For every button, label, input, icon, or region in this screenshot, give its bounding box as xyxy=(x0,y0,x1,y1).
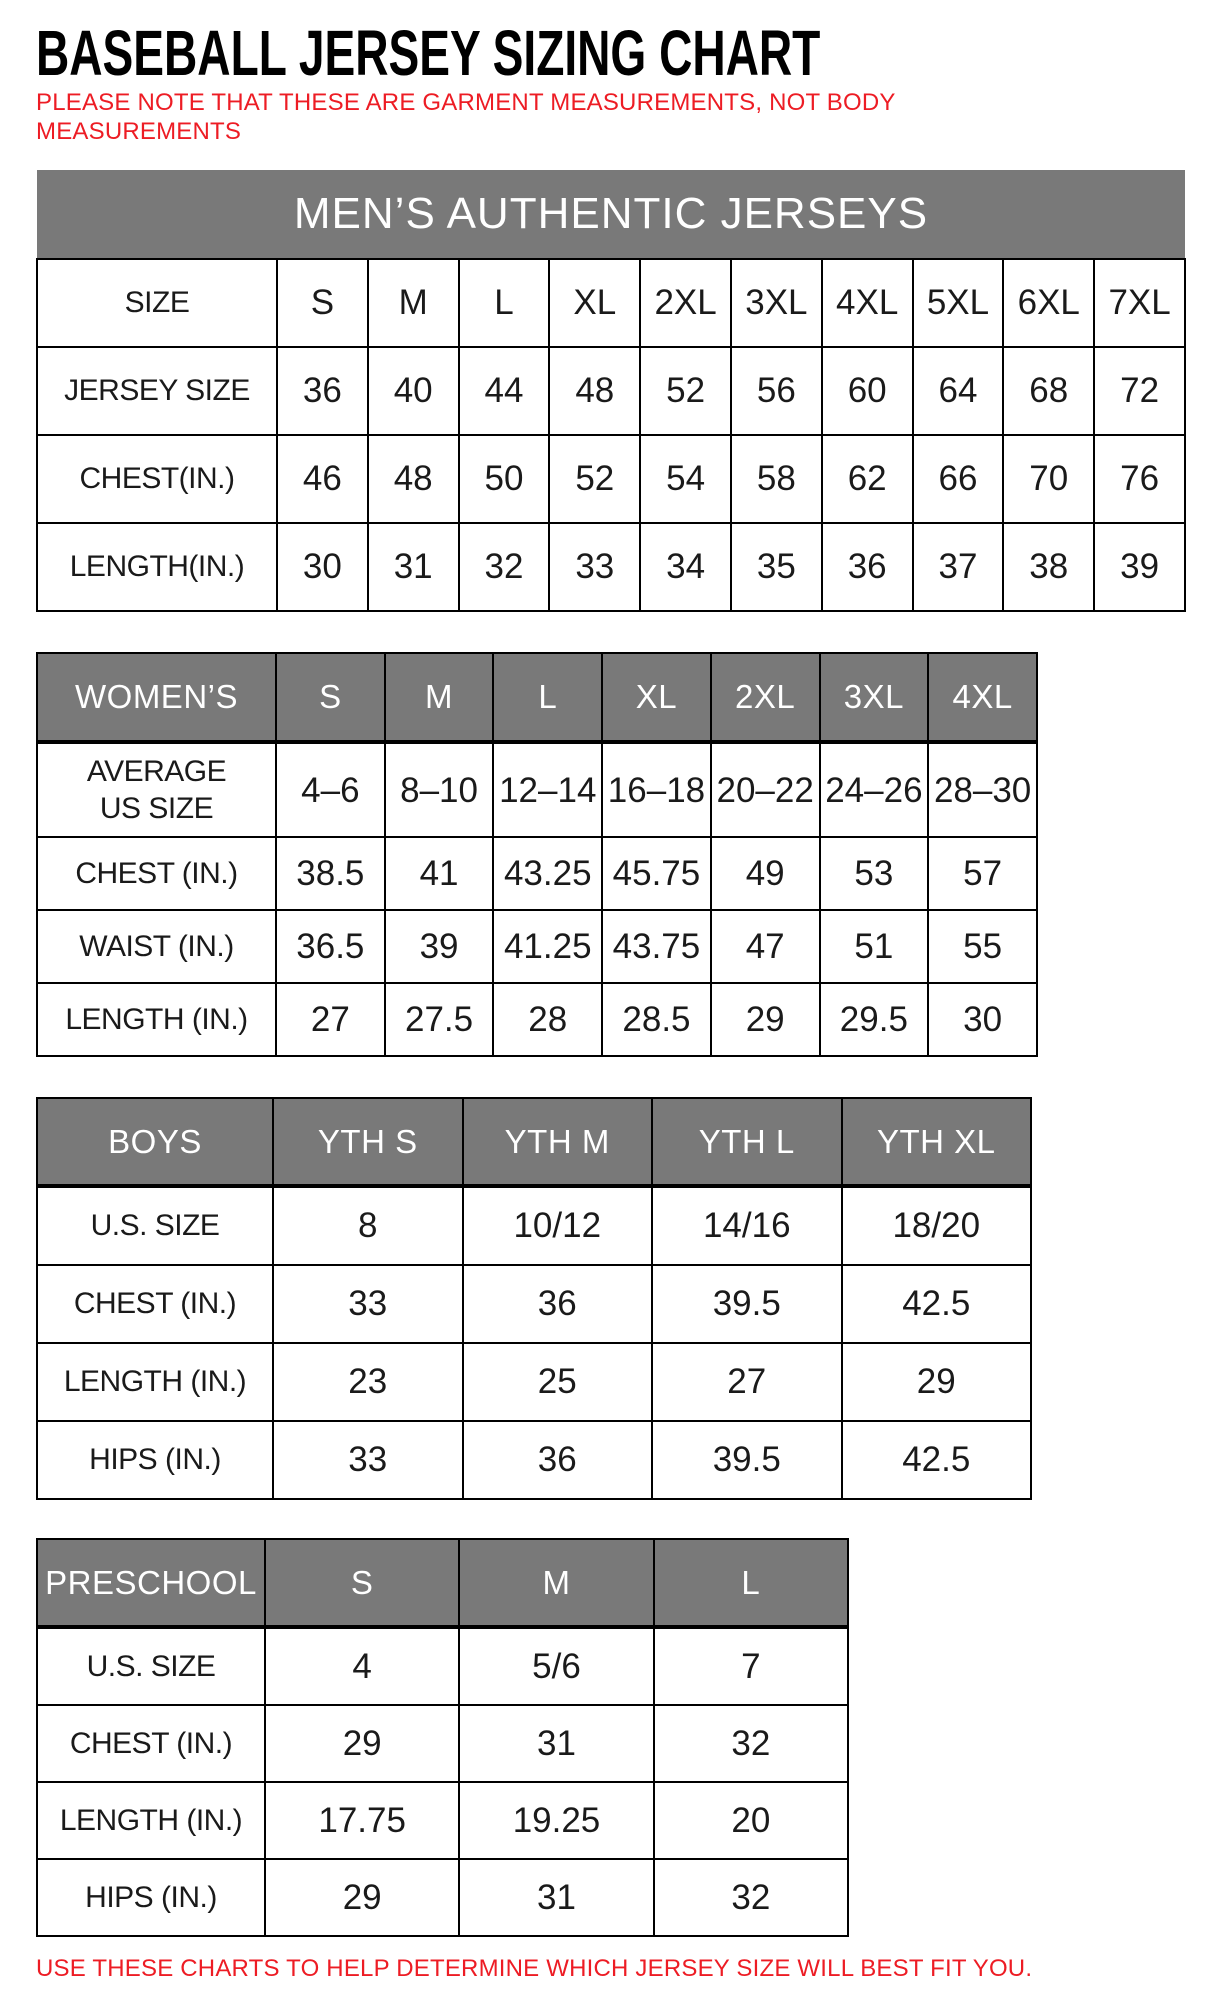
value-cell: 7XL xyxy=(1094,259,1185,347)
value-cell: 51 xyxy=(820,910,929,983)
value-cell: 39.5 xyxy=(652,1421,842,1499)
value-cell: 5XL xyxy=(913,259,1004,347)
value-cell: 28 xyxy=(493,983,602,1056)
mens-row-jersey-size xyxy=(37,347,1185,435)
value-cell: 4–6 xyxy=(276,742,385,837)
value-cell: 48 xyxy=(549,347,640,435)
boys-table xyxy=(36,1097,1032,1500)
value-cell: 36 xyxy=(463,1421,653,1499)
mens-row-length-in xyxy=(37,523,1185,611)
value-cell: 20 xyxy=(654,1782,848,1859)
womens-header-label: WOMEN’S xyxy=(37,653,276,742)
row-label: CHEST (IN.) xyxy=(37,1265,273,1343)
value-cell: 52 xyxy=(640,347,731,435)
value-cell: 45.75 xyxy=(602,837,711,910)
value-cell: 30 xyxy=(928,983,1037,1056)
value-cell: 18/20 xyxy=(842,1186,1032,1265)
value-cell: 29 xyxy=(842,1343,1032,1421)
mens-banner-row xyxy=(37,170,1185,259)
value-cell: 76 xyxy=(1094,435,1185,523)
row-label: LENGTH (IN.) xyxy=(37,1343,273,1421)
page-title: BASEBALL JERSEY SIZING CHART xyxy=(36,17,821,89)
value-cell: 10/12 xyxy=(463,1186,653,1265)
value-cell: 16–18 xyxy=(602,742,711,837)
row-label: WAIST (IN.) xyxy=(37,910,276,983)
value-cell: 43.25 xyxy=(493,837,602,910)
value-cell: 43.75 xyxy=(602,910,711,983)
value-cell: 58 xyxy=(731,435,822,523)
value-cell: 60 xyxy=(822,347,913,435)
value-cell: 36 xyxy=(277,347,368,435)
preschool-row-length-in xyxy=(37,1782,848,1859)
value-cell: 29.5 xyxy=(820,983,929,1056)
womens-row-chest-in xyxy=(37,837,1037,910)
womens-col-2xl: 2XL xyxy=(711,653,820,742)
value-cell: 42.5 xyxy=(842,1421,1032,1499)
boys-row-hips-in xyxy=(37,1421,1031,1499)
preschool-header-label: PRESCHOOL xyxy=(37,1539,265,1627)
boys-col-yth-s: YTH S xyxy=(273,1098,463,1186)
value-cell: 39 xyxy=(1094,523,1185,611)
value-cell: 36.5 xyxy=(276,910,385,983)
row-label: AVERAGE US SIZE xyxy=(37,742,276,837)
preschool-col-l: L xyxy=(654,1539,848,1627)
value-cell: 33 xyxy=(273,1265,463,1343)
womens-col-xl: XL xyxy=(602,653,711,742)
value-cell: 25 xyxy=(463,1343,653,1421)
boys-col-yth-xl: YTH XL xyxy=(842,1098,1032,1186)
mens-table-banner: MEN’S AUTHENTIC JERSEYS xyxy=(37,170,1185,259)
value-cell: 8–10 xyxy=(385,742,494,837)
value-cell: 38 xyxy=(1003,523,1094,611)
preschool-row-u-s-size xyxy=(37,1627,848,1705)
preschool-col-m: M xyxy=(459,1539,653,1627)
value-cell: 28.5 xyxy=(602,983,711,1056)
value-cell: 29 xyxy=(265,1859,459,1936)
womens-header-row xyxy=(37,653,1037,742)
value-cell: 41.25 xyxy=(493,910,602,983)
boys-col-yth-l: YTH L xyxy=(652,1098,842,1186)
boys-header-row xyxy=(37,1098,1031,1186)
value-cell: 72 xyxy=(1094,347,1185,435)
value-cell: 32 xyxy=(654,1705,848,1782)
value-cell: 27 xyxy=(652,1343,842,1421)
value-cell: 17.75 xyxy=(265,1782,459,1859)
value-cell: 4 xyxy=(265,1627,459,1705)
preschool-col-s: S xyxy=(265,1539,459,1627)
boys-header-label: BOYS xyxy=(37,1098,273,1186)
value-cell: 39.5 xyxy=(652,1265,842,1343)
value-cell: 12–14 xyxy=(493,742,602,837)
row-label: CHEST(IN.) xyxy=(37,435,277,523)
row-label: CHEST (IN.) xyxy=(37,837,276,910)
value-cell: 37 xyxy=(913,523,1004,611)
value-cell: 54 xyxy=(640,435,731,523)
row-label: LENGTH(IN.) xyxy=(37,523,277,611)
value-cell: 19.25 xyxy=(459,1782,653,1859)
womens-table xyxy=(36,652,1038,1057)
garment-measurements-note: PLEASE NOTE THAT THESE ARE GARMENT MEASUREMENTS, NOT BODY MEASUREMENTS xyxy=(36,89,896,145)
value-cell: 50 xyxy=(459,435,550,523)
womens-row-average-us-size xyxy=(37,742,1037,837)
value-cell: 35 xyxy=(731,523,822,611)
value-cell: 53 xyxy=(820,837,929,910)
value-cell: 36 xyxy=(463,1265,653,1343)
value-cell: 2XL xyxy=(640,259,731,347)
value-cell: 3XL xyxy=(731,259,822,347)
row-label: JERSEY SIZE xyxy=(37,347,277,435)
value-cell: 33 xyxy=(273,1421,463,1499)
value-cell: S xyxy=(277,259,368,347)
preschool-table xyxy=(36,1538,849,1937)
value-cell: 40 xyxy=(368,347,459,435)
value-cell: 64 xyxy=(913,347,1004,435)
value-cell: 49 xyxy=(711,837,820,910)
value-cell: 42.5 xyxy=(842,1265,1032,1343)
value-cell: 52 xyxy=(549,435,640,523)
value-cell: L xyxy=(459,259,550,347)
row-label: CHEST (IN.) xyxy=(37,1705,265,1782)
row-label: U.S. SIZE xyxy=(37,1627,265,1705)
value-cell: 27 xyxy=(276,983,385,1056)
value-cell: 34 xyxy=(640,523,731,611)
value-cell: 7 xyxy=(654,1627,848,1705)
preschool-row-chest-in xyxy=(37,1705,848,1782)
value-cell: 38.5 xyxy=(276,837,385,910)
womens-row-waist-in xyxy=(37,910,1037,983)
womens-col-l: L xyxy=(493,653,602,742)
value-cell: 31 xyxy=(459,1859,653,1936)
value-cell: 70 xyxy=(1003,435,1094,523)
value-cell: 20–22 xyxy=(711,742,820,837)
value-cell: 8 xyxy=(273,1186,463,1265)
value-cell: 29 xyxy=(265,1705,459,1782)
value-cell: M xyxy=(368,259,459,347)
value-cell: 68 xyxy=(1003,347,1094,435)
value-cell: 32 xyxy=(459,523,550,611)
mens-row-size xyxy=(37,259,1185,347)
row-label: HIPS (IN.) xyxy=(37,1421,273,1499)
value-cell: XL xyxy=(549,259,640,347)
boys-row-length-in xyxy=(37,1343,1031,1421)
row-label: SIZE xyxy=(37,259,277,347)
womens-row-length-in xyxy=(37,983,1037,1056)
value-cell: 31 xyxy=(368,523,459,611)
value-cell: 57 xyxy=(928,837,1037,910)
footer-note: USE THESE CHARTS TO HELP DETERMINE WHICH JERSEY SIZE WILL BEST FIT YOU. xyxy=(36,1955,1033,1982)
value-cell: 39 xyxy=(385,910,494,983)
value-cell: 24–26 xyxy=(820,742,929,837)
value-cell: 48 xyxy=(368,435,459,523)
value-cell: 55 xyxy=(928,910,1037,983)
value-cell: 46 xyxy=(277,435,368,523)
value-cell: 30 xyxy=(277,523,368,611)
boys-col-yth-m: YTH M xyxy=(463,1098,653,1186)
womens-col-s: S xyxy=(276,653,385,742)
value-cell: 32 xyxy=(654,1859,848,1936)
womens-col-4xl: 4XL xyxy=(928,653,1037,742)
value-cell: 41 xyxy=(385,837,494,910)
value-cell: 23 xyxy=(273,1343,463,1421)
mens-authentic-jerseys-table xyxy=(36,170,1186,612)
value-cell: 14/16 xyxy=(652,1186,842,1265)
value-cell: 31 xyxy=(459,1705,653,1782)
value-cell: 47 xyxy=(711,910,820,983)
row-label: U.S. SIZE xyxy=(37,1186,273,1265)
value-cell: 33 xyxy=(549,523,640,611)
value-cell: 5/6 xyxy=(459,1627,653,1705)
value-cell: 66 xyxy=(913,435,1004,523)
value-cell: 28–30 xyxy=(928,742,1037,837)
boys-row-u-s-size xyxy=(37,1186,1031,1265)
boys-row-chest-in xyxy=(37,1265,1031,1343)
value-cell: 4XL xyxy=(822,259,913,347)
value-cell: 44 xyxy=(459,347,550,435)
row-label: LENGTH (IN.) xyxy=(37,1782,265,1859)
value-cell: 56 xyxy=(731,347,822,435)
womens-col-m: M xyxy=(385,653,494,742)
row-label: LENGTH (IN.) xyxy=(37,983,276,1056)
value-cell: 29 xyxy=(711,983,820,1056)
preschool-row-hips-in xyxy=(37,1859,848,1936)
womens-col-3xl: 3XL xyxy=(820,653,929,742)
value-cell: 36 xyxy=(822,523,913,611)
value-cell: 27.5 xyxy=(385,983,494,1056)
value-cell: 62 xyxy=(822,435,913,523)
preschool-header-row xyxy=(37,1539,848,1627)
value-cell: 6XL xyxy=(1003,259,1094,347)
mens-row-chest-in xyxy=(37,435,1185,523)
row-label: HIPS (IN.) xyxy=(37,1859,265,1936)
